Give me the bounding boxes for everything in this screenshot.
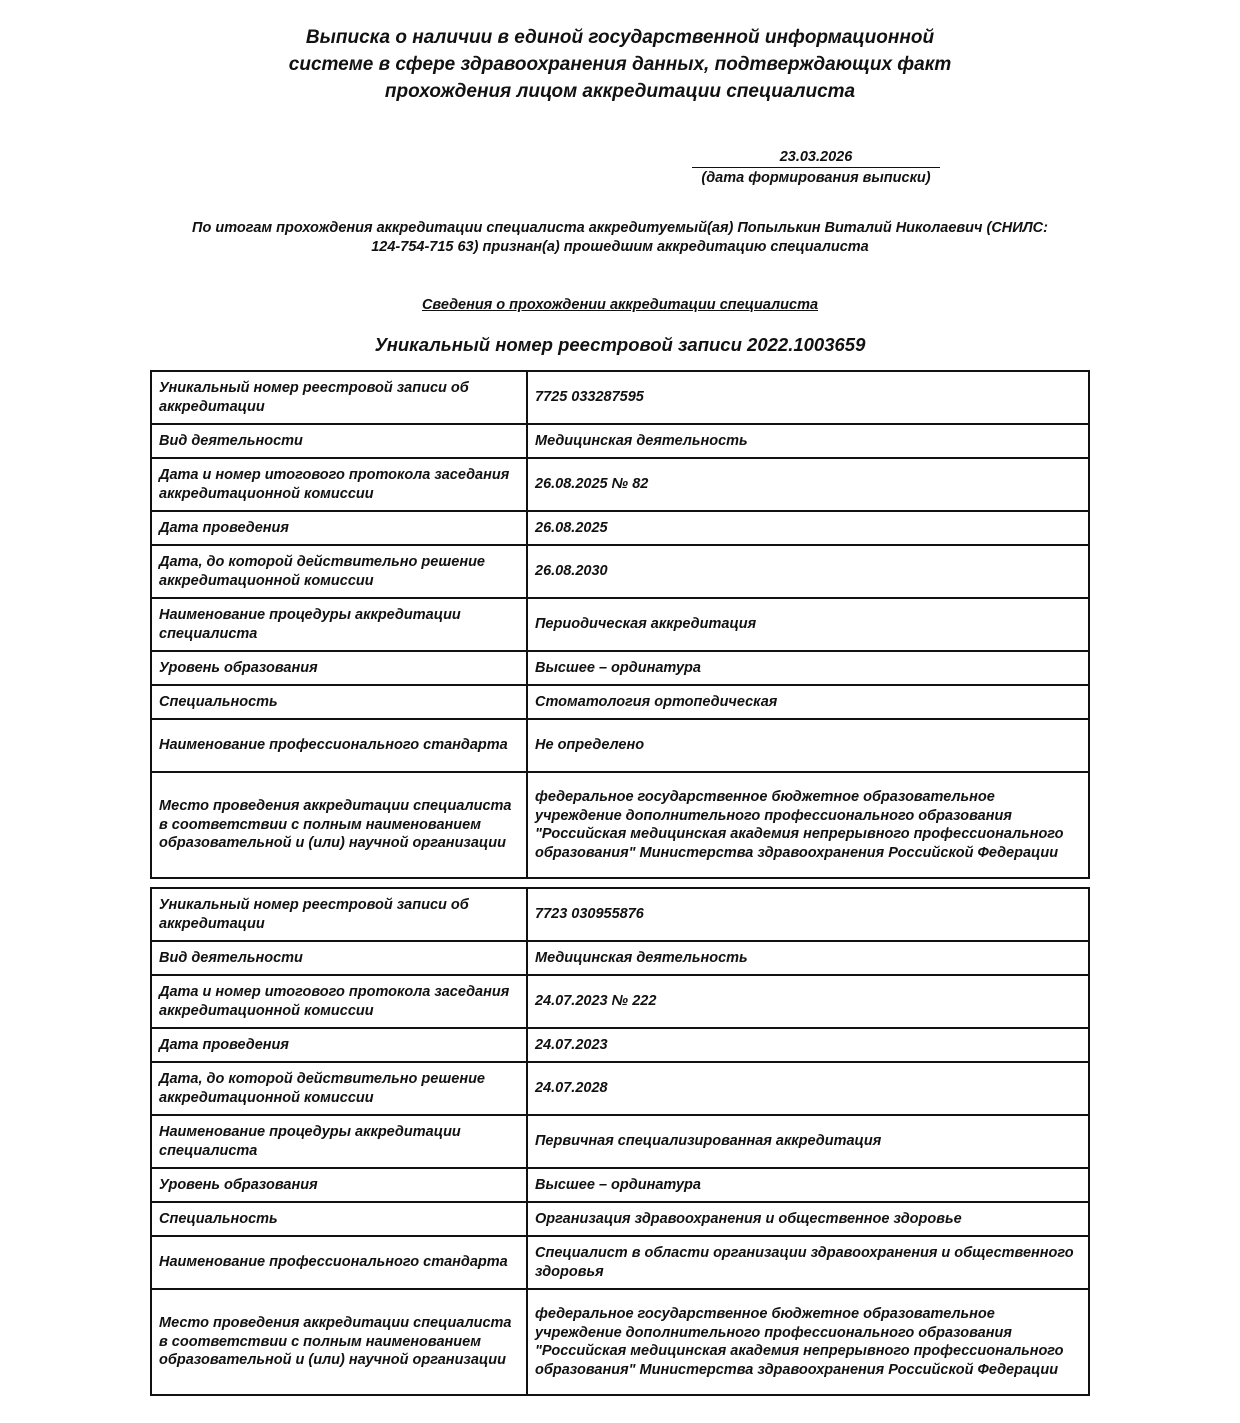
accreditation-record-table bbox=[150, 887, 1090, 1396]
row-value: Высшее – ординатура bbox=[527, 651, 1089, 685]
row-label: Место проведения аккредитации специалиста в соответствии с полным наименованием образовательной и (или) научной организации bbox=[151, 1289, 527, 1395]
row-label: Наименование процедуры аккредитации специалиста bbox=[151, 1115, 527, 1168]
row-label: Уровень образования bbox=[151, 651, 527, 685]
table-row bbox=[151, 1168, 1089, 1202]
row-label: Дата и номер итогового протокола заседания аккредитационной комиссии bbox=[151, 975, 527, 1028]
row-value: Медицинская деятельность bbox=[527, 941, 1089, 975]
row-label: Наименование профессионального стандарта bbox=[151, 719, 527, 772]
table-row bbox=[151, 458, 1089, 511]
table-row bbox=[151, 941, 1089, 975]
row-value: Стоматология ортопедическая bbox=[527, 685, 1089, 719]
table-row bbox=[151, 888, 1089, 941]
table-row bbox=[151, 975, 1089, 1028]
row-value: 24.07.2028 bbox=[527, 1062, 1089, 1115]
table-row bbox=[151, 651, 1089, 685]
row-value: 26.08.2030 bbox=[527, 545, 1089, 598]
row-label: Специальность bbox=[151, 685, 527, 719]
row-value: 7725 033287595 bbox=[527, 371, 1089, 424]
row-value: Организация здравоохранения и общественное здоровье bbox=[527, 1202, 1089, 1236]
row-value: Медицинская деятельность bbox=[527, 424, 1089, 458]
document-title bbox=[0, 24, 1240, 105]
title-line: системе в сфере здравоохранения данных, подтверждающих факт bbox=[288, 54, 952, 75]
row-label: Наименование процедуры аккредитации специалиста bbox=[151, 598, 527, 651]
row-value: Не определено bbox=[527, 719, 1089, 772]
table-row bbox=[151, 371, 1089, 424]
table-row bbox=[151, 1202, 1089, 1236]
row-label: Специальность bbox=[151, 1202, 527, 1236]
row-label: Уровень образования bbox=[151, 1168, 527, 1202]
formation-date: 23.03.2026 bbox=[692, 148, 940, 168]
row-label: Уникальный номер реестровой записи об аккредитации bbox=[151, 371, 527, 424]
formation-date-caption: (дата формирования выписки) bbox=[701, 170, 931, 186]
row-value: федеральное государственное бюджетное образовательное учреждение дополнительного профессионального образования "Российская медицинская академия непрерывного профессионального образования" Министерства здравоохранения Российской Федерации bbox=[527, 1289, 1089, 1395]
registry-number-heading: Уникальный номер реестровой записи 2022.1003659 bbox=[374, 334, 866, 355]
row-label: Дата проведения bbox=[151, 1028, 527, 1062]
title-line: прохождения лицом аккредитации специалиста bbox=[384, 81, 856, 102]
table-row bbox=[151, 545, 1089, 598]
table-row bbox=[151, 1062, 1089, 1115]
section-heading bbox=[0, 296, 1240, 315]
table-row bbox=[151, 1236, 1089, 1289]
row-value: Первичная специализированная аккредитация bbox=[527, 1115, 1089, 1168]
table-row bbox=[151, 1115, 1089, 1168]
row-value: 7723 030955876 bbox=[527, 888, 1089, 941]
row-value: 24.07.2023 bbox=[527, 1028, 1089, 1062]
row-value: 26.08.2025 bbox=[527, 511, 1089, 545]
table-row bbox=[151, 685, 1089, 719]
section-heading-text: Сведения о прохождении аккредитации специалиста bbox=[421, 297, 819, 313]
row-value: 26.08.2025 № 82 bbox=[527, 458, 1089, 511]
row-value: Периодическая аккредитация bbox=[527, 598, 1089, 651]
row-label: Место проведения аккредитации специалиста в соответствии с полным наименованием образовательной и (или) научной организации bbox=[151, 772, 527, 878]
accreditation-record-table bbox=[150, 370, 1090, 879]
formation-date-block bbox=[692, 148, 940, 188]
row-label: Дата, до которой действительно решение аккредитационной комиссии bbox=[151, 1062, 527, 1115]
accreditation-summary bbox=[140, 219, 1100, 257]
title-line: Выписка о наличии в единой государственной информационной bbox=[305, 27, 935, 48]
table-row bbox=[151, 1028, 1089, 1062]
row-label: Дата, до которой действительно решение аккредитационной комиссии bbox=[151, 545, 527, 598]
row-value: Высшее – ординатура bbox=[527, 1168, 1089, 1202]
table-row bbox=[151, 511, 1089, 545]
row-value: федеральное государственное бюджетное образовательное учреждение дополнительного профессионального образования "Российская медицинская академия непрерывного профессионального образования" Министерства здравоохранения Российской Федерации bbox=[527, 772, 1089, 878]
table-row bbox=[151, 424, 1089, 458]
row-value: Специалист в области организации здравоохранения и общественного здоровья bbox=[527, 1236, 1089, 1289]
row-value: 24.07.2023 № 222 bbox=[527, 975, 1089, 1028]
row-label: Дата и номер итогового протокола заседания аккредитационной комиссии bbox=[151, 458, 527, 511]
summary-line: По итогам прохождения аккредитации специалиста аккредитуемый(ая) Попылькин Виталий Николаевич (СНИЛС: bbox=[192, 220, 1048, 236]
row-label: Наименование профессионального стандарта bbox=[151, 1236, 527, 1289]
row-label: Вид деятельности bbox=[151, 424, 527, 458]
table-row bbox=[151, 598, 1089, 651]
summary-line: 124-754-715 63) признан(а) прошедшим аккредитацию специалиста bbox=[371, 239, 869, 255]
row-label: Дата проведения bbox=[151, 511, 527, 545]
row-label: Уникальный номер реестровой записи об аккредитации bbox=[151, 888, 527, 941]
table-row bbox=[151, 719, 1089, 772]
table-row bbox=[151, 772, 1089, 878]
row-label: Вид деятельности bbox=[151, 941, 527, 975]
table-row bbox=[151, 1289, 1089, 1395]
